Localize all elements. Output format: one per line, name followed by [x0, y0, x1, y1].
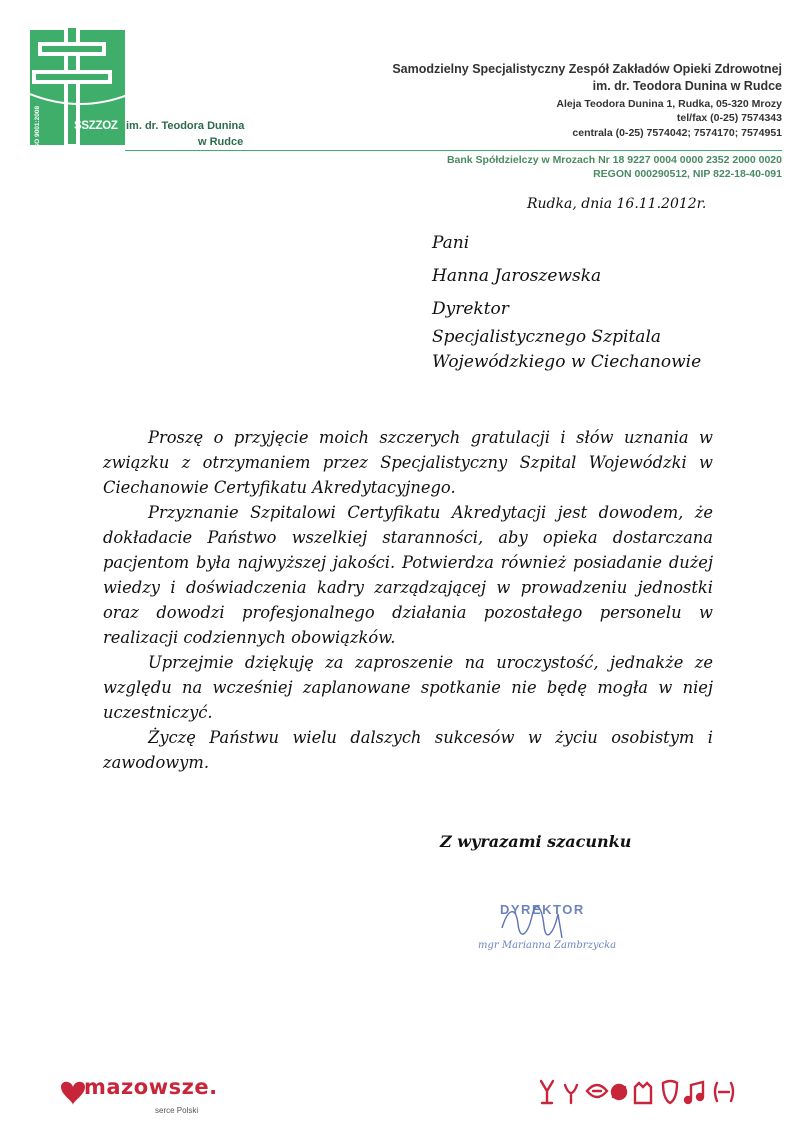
header-institution-name: Samodzielny Specjalistyczny Zespół Zakładów Opieki Zdrowotnej [392, 62, 782, 76]
addressee-line: Hanna Jaroszewska [432, 266, 602, 286]
header-telfax: tel/fax (0-25) 7574343 [676, 112, 782, 124]
logo-abbreviation: SSZZOZ [74, 120, 118, 132]
mazowsze-logo-text: mazowsze. [84, 1075, 218, 1099]
addressee-line: Wojewódzkiego w Ciechanowie [432, 352, 702, 372]
stamp-name: mgr Marianna Zambrzycka [478, 940, 617, 951]
addressee-line: Dyrektor [432, 299, 509, 319]
body-paragraph: Proszę o przyjęcie moich szczerych gratulacji i słów uznania w związku z otrzymaniem przez Specjalistyczny Szpital Wojewódzki w Ciechanowie Certyfikatu Akredytacyjnego. [103, 428, 713, 497]
logo-name-line1: im. dr. Teodora Dunina [126, 120, 245, 132]
letter-body [103, 425, 713, 775]
body-paragraph: Życzę Państwu wielu dalszych sukcesów w życiu osobistym i zawodowym. [103, 728, 713, 772]
body-paragraph: Przyznanie Szpitalowi Certyfikatu Akredytacji jest dowodem, że dokładacie Państwo wszelkiej staranności, aby opieka dostarczana pacjentom była najwyższej jakości. Potwierdza również posiadanie dużej wiedzy i doświadczenia kadry zarządzającej w prowadzeniu jednostki oraz dowodzi profesjonalnego działania pozostałego personelu w realizacji codziennych obowiązków. [103, 503, 713, 647]
header-patron: im. dr. Teodora Dunina w Rudce [592, 79, 782, 93]
body-paragraph: Uprzejmie dziękuję za zaproszenie na uroczystość, jednakże ze względu na wcześniej zaplanowane spotkanie nie będę mogła w niej uczestniczyć. [103, 653, 713, 722]
logo-name-line2: w Rudce [198, 136, 244, 148]
header-divider [125, 150, 782, 151]
addressee-line: Pani [432, 233, 470, 253]
iso-text: ISO 9001:2008 [34, 105, 41, 150]
region-pictogram-icons [535, 1075, 765, 1109]
addressee-line: Specjalistycznego Szpitala [432, 327, 662, 347]
header-bank-account: Bank Spółdzielczy w Mrozach Nr 18 9227 0004 0000 2352 2000 0020 [446, 154, 782, 166]
letter-closing: Z wyrazami szacunku [440, 832, 632, 851]
mazowsze-tagline: serce Polski [155, 1106, 199, 1115]
header-regon-nip: REGON 000290512, NIP 822-18-40-091 [593, 168, 782, 180]
header-address: Aleja Teodora Dunina 1, Rudka, 05-320 Mrozy [556, 98, 782, 110]
header-switchboard: centrala (0-25) 7574042; 7574170; 7574951 [572, 127, 782, 139]
signature-scribble [498, 898, 568, 943]
stamp-title: DYREKTOR [500, 902, 585, 917]
iso-certification-mark [34, 100, 48, 150]
letter-date: Rudka, dnia 16.11.2012r. [527, 196, 707, 212]
